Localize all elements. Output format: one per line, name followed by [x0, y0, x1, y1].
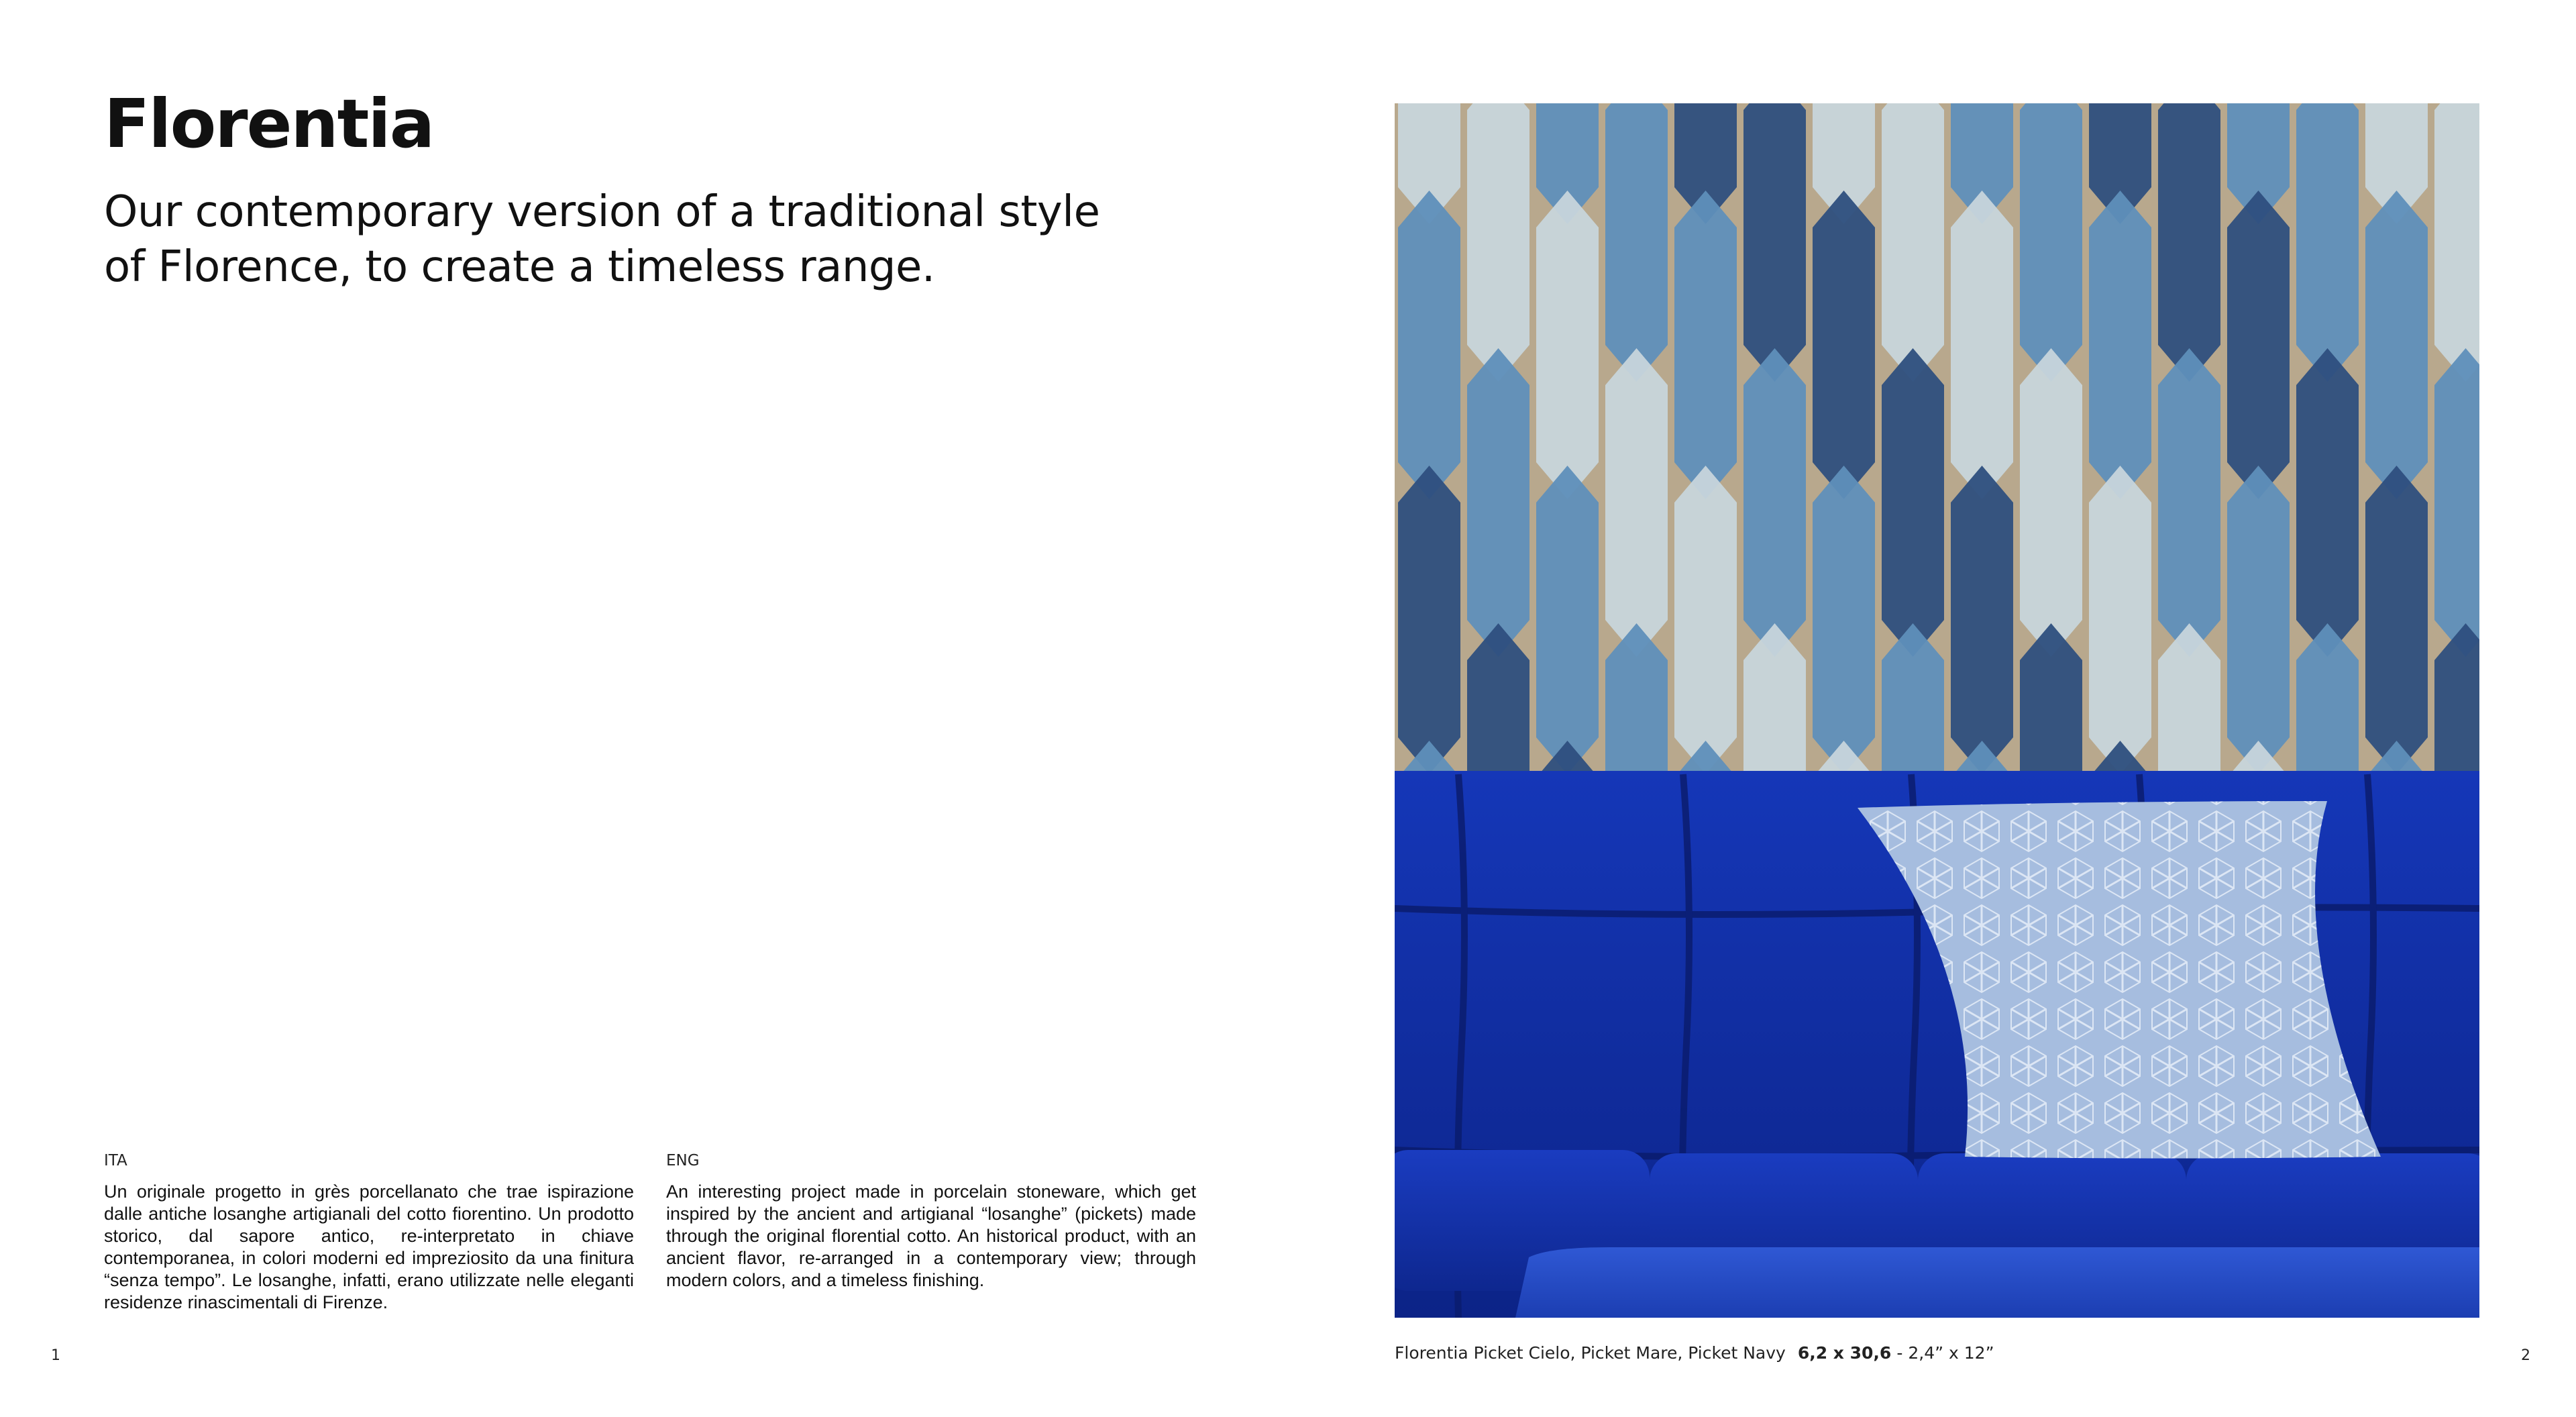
picket-tile [2434, 103, 2479, 382]
picket-tile [1743, 103, 1806, 382]
picket-tile [1605, 103, 1668, 382]
page-number-left: 1 [51, 1347, 60, 1364]
picket-tile [1536, 191, 1599, 499]
picket-tile [2089, 191, 2151, 499]
eng-body-text: An interesting project made in porcelain stoneware, which get inspired by the ancient and artigianal “losanghe” (pickets) made through the original florential cotto. An historical product, with an ancient flavor, re-arranged in a contemporary view; through modern colors, and a timeless finishing. [666, 1182, 1196, 1290]
photo-illustration [1395, 103, 2479, 1318]
picket-tile [1951, 466, 2013, 774]
product-photo [1395, 103, 2479, 1318]
picket-tile [2227, 466, 2290, 774]
picket-tile [1743, 348, 1806, 657]
picket-tile [2158, 348, 2220, 657]
picket-tile [2365, 466, 2428, 774]
picket-tile [1536, 466, 1599, 774]
picket-tile [1398, 191, 1460, 499]
eng-label: ENG [666, 1152, 700, 1169]
picket-tile [2296, 348, 2359, 657]
picket-tile [1605, 348, 1668, 657]
picket-tile [2434, 348, 2479, 657]
ita-body-text: Un originale progetto in grès porcellanato che trae ispirazione dalle antiche losanghe artigianali del cotto fiorentino. Un prodotto storico, dal sapore antico, re-interpretato in chiave contemporanea, in colori moderni ed impreziosito da una finitura “senza tempo”. Le losanghe, infatti, erano utilizzate nelle eleganti residenze rinascimentali di Firenze. [104, 1182, 634, 1312]
picket-tile [1951, 191, 2013, 499]
picket-tile [2020, 348, 2082, 657]
picket-tile [2020, 103, 2082, 382]
picket-tile [2296, 103, 2359, 382]
picket-tile [1467, 103, 1529, 382]
picket-tile [1674, 191, 1737, 499]
caption-products: Florentia Picket Cielo, Picket Mare, Picket Navy [1395, 1343, 1786, 1363]
picket-tile [2158, 103, 2220, 382]
picket-tile [1398, 466, 1460, 774]
picket-tile [1674, 466, 1737, 774]
picket-tile [2365, 191, 2428, 499]
picket-tile [2227, 191, 2290, 499]
picket-tile [1813, 466, 1875, 774]
picket-tile [2089, 466, 2151, 774]
ita-label: ITA [104, 1152, 127, 1169]
ottoman [1515, 1247, 2479, 1318]
page-number-right: 2 [2521, 1347, 2530, 1364]
caption-dims-metric: 6,2 x 30,6 [1797, 1343, 1892, 1363]
caption-separator: - [1896, 1343, 1903, 1363]
picket-tile [1882, 348, 1944, 657]
page-subtitle: Our contemporary version of a traditional style of Florence, to create a timeless range. [104, 187, 1100, 292]
picket-tile [1882, 103, 1944, 382]
picket-tile [1813, 191, 1875, 499]
caption-dims-imperial: 2,4” x 12” [1908, 1343, 1994, 1363]
picket-tile [1467, 348, 1529, 657]
page-title: Florentia [104, 85, 434, 163]
photo-caption [1395, 1343, 1994, 1363]
